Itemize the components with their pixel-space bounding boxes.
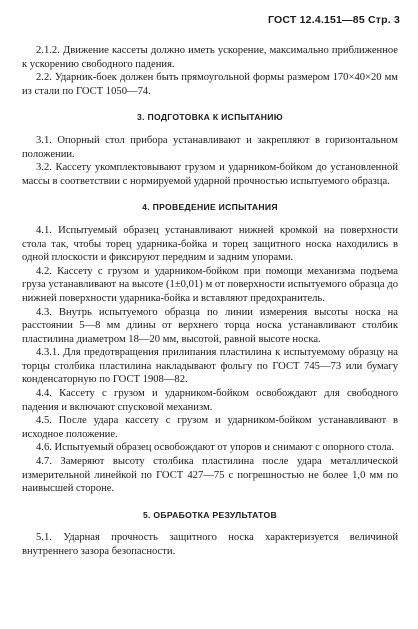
paragraph-4-5: 4.5. После удара кассету с грузом и ударником-бойком устанавливают в исходное положение. [22,415,398,440]
section-heading-5: 5. ОБРАБОТКА РЕЗУЛЬТАТОВ [142,509,278,520]
section-heading-4: 4. ПРОВЕДЕНИЕ ИСПЫТАНИЯ [142,202,278,213]
paragraph-4-6: 4.6. Испытуемый образец освобождают от упоров и снимают с опорного стола. [36,442,395,454]
paragraph-4-7: 4.7. Замеряют высоту столбика пластилина после удара металлической измерительной линейкой по ГОСТ 427—75 с погрешностью не более 1,0 мм по наивысшей стороне. [22,456,398,495]
paragraph-2-1-2: 2.1.2. Движение кассеты должно иметь ускорение, максимально приближенное к ускорению свободного падения. [22,45,398,70]
paragraph-4-3-1: 4.3.1. Для предотвращения прилипания пластилина к испытуемому образцу на торцы столбика пластилина накладывают фольгу по ГОСТ 745—73 или бумагу конденсаторную по ГОСТ 1908—82. [22,347,398,386]
section-heading-3: 3. ПОДГОТОВКА К ИСПЫТАНИЮ [137,112,283,123]
paragraph-5-1: 5.1. Ударная прочность защитного носка характеризуется величиной внутреннего зазора безопасности. [22,532,398,557]
paragraph-2-2: 2.2. Ударник-боек должен быть прямоугольной формы размером 170×40×20 мм из стали по ГОСТ 1050—74. [22,72,398,97]
paragraph-4-3: 4.3. Внутрь испытуемого образца по линии измерения высоты носка на расстоянии 5—8 мм длины от верхнего торца носка устанавливают столбик пластилина диаметром 18—20 мм, высотой, равной высоте носка. [22,306,398,345]
paragraph-4-1: 4.1. Испытуемый образец устанавливают нижней кромкой на поверхности стола так, чтобы торец ударника-бойка и торец защитного носка находились в одной плоскости и фиксируют передним и задним упорами. [22,224,398,264]
document-body [22,44,398,559]
paragraph-4-2: 4.2. Кассету с грузом и ударником-бойком при помощи механизма подъема груза устанавливают на высоте (1±0,01) м от поверхности испытуемого образца до нижней поверхности ударника-бойка и вставляют предохранитель. [22,265,398,304]
paragraph-3-2: 3.2. Кассету укомплектовывают грузом и ударником-бойком до установленной массы в соответствии с нормируемой ударной прочностью испытуемого образца. [22,162,398,187]
paragraph-3-1: 3.1. Опорный стол прибора устанавливают и закрепляют в горизонтальном положении. [22,134,398,160]
paragraph-4-4: 4.4. Кассету с грузом и ударником-бойком освобождают для свободного падения и включают спусковой механизм. [22,388,398,413]
page-header: ГОСТ 12.4.151—85 Стр. 3 [267,14,400,26]
